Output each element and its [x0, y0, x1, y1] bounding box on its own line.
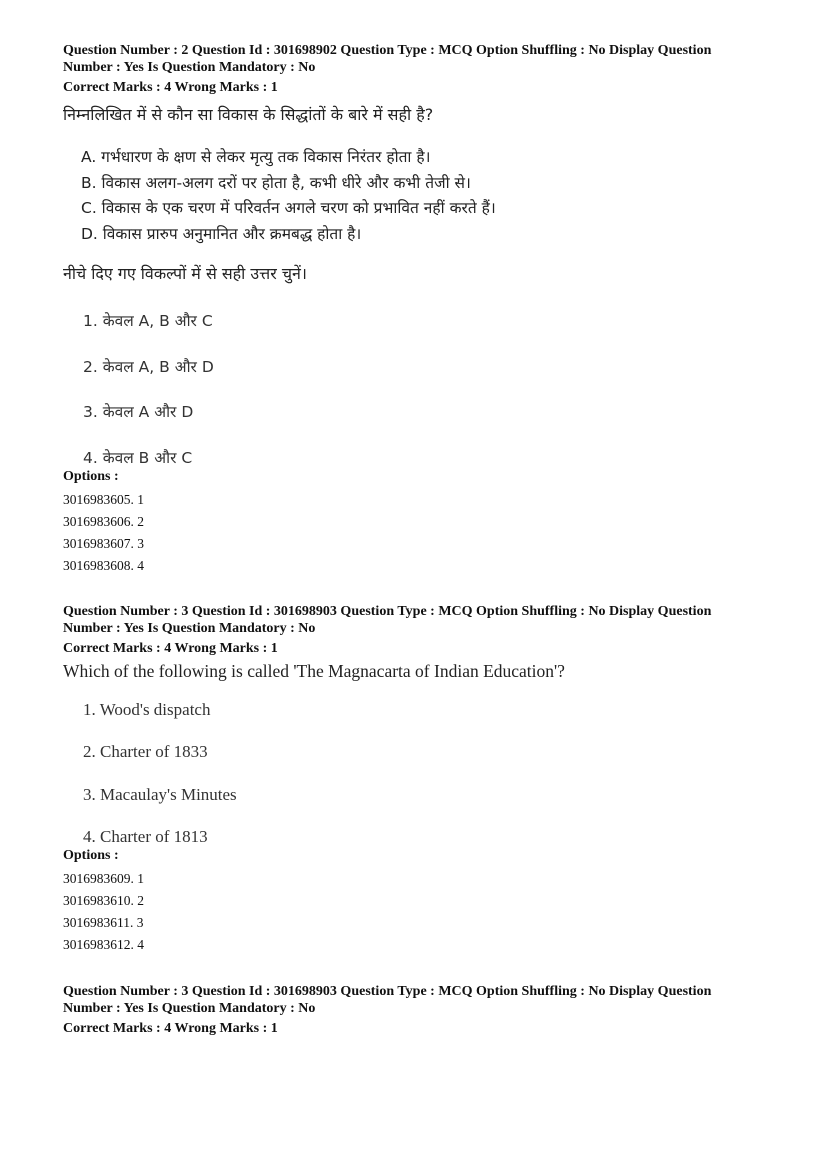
question-meta-line1: Question Number : 3 Question Id : 301698903 Question Type : MCQ Option Shuffling : No Display Question: [63, 984, 712, 999]
question-instruction: नीचे दिए गए विकल्पों में से सही उत्तर चुनें।: [63, 264, 307, 283]
options-list: [63, 848, 144, 956]
answer-choice: 1. Wood's dispatch: [83, 700, 211, 719]
statement-list: [63, 145, 496, 247]
question-meta-line1: Question Number : 3 Question Id : 301698903 Question Type : MCQ Option Shuffling : No Display Question: [63, 604, 712, 619]
question-marks: Correct Marks : 4 Wrong Marks : 1: [63, 80, 278, 95]
statement-item: C. विकास के एक चरण में परिवर्तन अगले चरण को प्रभावित नहीं करते हैं।: [81, 199, 496, 217]
option-id: 3016983605. 1: [63, 492, 144, 507]
options-label: Options :: [63, 848, 119, 863]
question-marks: Correct Marks : 4 Wrong Marks : 1: [63, 641, 278, 656]
answer-choice: 1. केवल A, B और C: [83, 312, 213, 330]
option-id: 3016983608. 4: [63, 558, 144, 573]
question-block-3b: [63, 983, 763, 1037]
answer-choice: 2. केवल A, B और D: [83, 358, 214, 376]
statement-item: D. विकास प्रारुप अनुमानित और क्रमबद्ध होता है।: [81, 224, 362, 243]
question-block-2: [63, 42, 763, 96]
answer-choice: 2. Charter of 1833: [83, 742, 208, 761]
options-label: Options :: [63, 469, 119, 484]
question-meta-line2: Number : Yes Is Question Mandatory : No: [63, 1001, 316, 1016]
option-id: 3016983609. 1: [63, 871, 144, 886]
statement-item: A. गर्भधारण के क्षण से लेकर मृत्यु तक विकास निरंतर होता है।: [81, 148, 431, 166]
option-id: 3016983607. 3: [63, 536, 144, 551]
question-text: Which of the following is called 'The Magnacarta of Indian Education'?: [63, 661, 565, 681]
answer-choice: 4. Charter of 1813: [83, 827, 208, 846]
option-id: 3016983611. 3: [63, 915, 144, 930]
option-id: 3016983610. 2: [63, 893, 144, 908]
options-list: [63, 469, 144, 577]
question-marks: Correct Marks : 4 Wrong Marks : 1: [63, 1021, 278, 1036]
statement-item: B. विकास अलग-अलग दरों पर होता है, कभी धीरे और कभी तेजी से।: [81, 173, 471, 192]
option-id: 3016983612. 4: [63, 937, 144, 952]
option-id: 3016983606. 2: [63, 514, 144, 529]
question-block-3: [63, 603, 763, 657]
question-meta-line2: Number : Yes Is Question Mandatory : No: [63, 60, 316, 75]
question-text: निम्नलिखित में से कौन सा विकास के सिद्धांतों के बारे में सही है?: [63, 105, 434, 124]
answer-choice: 3. Macaulay's Minutes: [83, 785, 237, 804]
question-meta-line2: Number : Yes Is Question Mandatory : No: [63, 621, 316, 636]
answer-choice: 4. केवल B और C: [83, 449, 193, 467]
answer-choice: 3. केवल A और D: [83, 403, 194, 421]
question-meta-line1: Question Number : 2 Question Id : 301698902 Question Type : MCQ Option Shuffling : No Display Question: [63, 43, 712, 58]
